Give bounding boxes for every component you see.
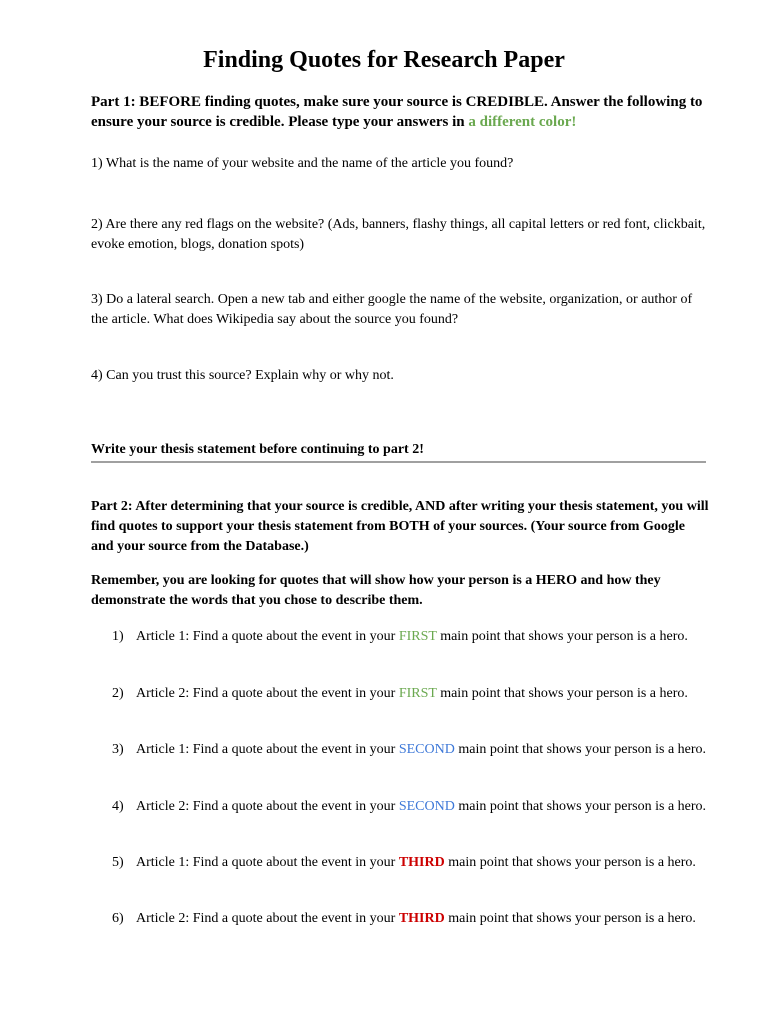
- task-keyword: THIRD: [398, 911, 445, 926]
- thesis-note: Write your thesis statement before continuing to part 2!: [91, 442, 424, 457]
- task-item-5: [112, 853, 712, 873]
- task-item-2: [112, 684, 712, 704]
- task-number: 5): [112, 855, 124, 870]
- question-4: 4) Can you trust this source? Explain why or why not.: [91, 368, 394, 383]
- task-item-1: [112, 627, 712, 647]
- task-prefix: Article 1: Find a quote about the event in your: [136, 742, 399, 757]
- part1-heading: [91, 92, 709, 132]
- task-suffix: main point that shows your person is a hero.: [444, 855, 696, 870]
- task-keyword: SECOND: [398, 742, 455, 757]
- question-1: 1) What is the name of your website and the name of the article you found?: [91, 156, 514, 171]
- task-prefix: Article 2: Find a quote about the event in your: [136, 911, 399, 926]
- task-prefix: Article 1: Find a quote about the event in your: [136, 629, 399, 644]
- task-keyword: FIRST: [398, 686, 437, 701]
- task-number: 1): [112, 629, 124, 644]
- task-item-3: [112, 740, 712, 760]
- task-prefix: Article 2: Find a quote about the event in your: [136, 686, 399, 701]
- task-prefix: Article 1: Find a quote about the event in your: [136, 855, 399, 870]
- task-suffix: main point that shows your person is a hero.: [444, 911, 696, 926]
- question-3: 3) Do a lateral search. Open a new tab and either google the name of the website, organization, or author of the article. What does Wikipedia say about the source you found?: [91, 292, 693, 327]
- task-keyword: SECOND: [398, 799, 455, 814]
- task-prefix: Article 2: Find a quote about the event in your: [136, 799, 399, 814]
- task-suffix: main point that shows your person is a hero.: [454, 799, 707, 814]
- part1-heading-colored-text: a different color!: [468, 114, 577, 130]
- part2-heading: Part 2: After determining that your source is credible, AND after writing your thesis statement, you will find quotes to support your thesis statement from BOTH of your sources. (Your source from Google and your source from the Database.): [91, 499, 709, 554]
- task-number: 4): [112, 799, 124, 814]
- part2-reminder: Remember, you are looking for quotes that will show how your person is a HERO and how they demonstrate the words that you chose to describe them.: [91, 573, 661, 608]
- task-item-4: [112, 797, 712, 817]
- task-keyword: FIRST: [398, 629, 437, 644]
- task-suffix: main point that shows your person is a hero.: [436, 686, 688, 701]
- task-number: 6): [112, 911, 124, 926]
- task-number: 3): [112, 742, 124, 757]
- task-suffix: main point that shows your person is a hero.: [454, 742, 707, 757]
- task-number: 2): [112, 686, 124, 701]
- question-2: 2) Are there any red flags on the website? (Ads, banners, flashy things, all capital letters or red font, clickbait, evoke emotion, blogs, donation spots): [91, 217, 706, 252]
- part1-heading-text: Part 1: BEFORE finding quotes, make sure your source is CREDIBLE. Answer the following to ensure your source is credible. Please type your answers in: [91, 94, 703, 130]
- task-item-6: [112, 909, 712, 929]
- task-keyword: THIRD: [398, 855, 445, 870]
- page-title: Finding Quotes for Research Paper: [203, 47, 565, 73]
- section-divider: [91, 461, 706, 463]
- task-suffix: main point that shows your person is a hero.: [436, 629, 688, 644]
